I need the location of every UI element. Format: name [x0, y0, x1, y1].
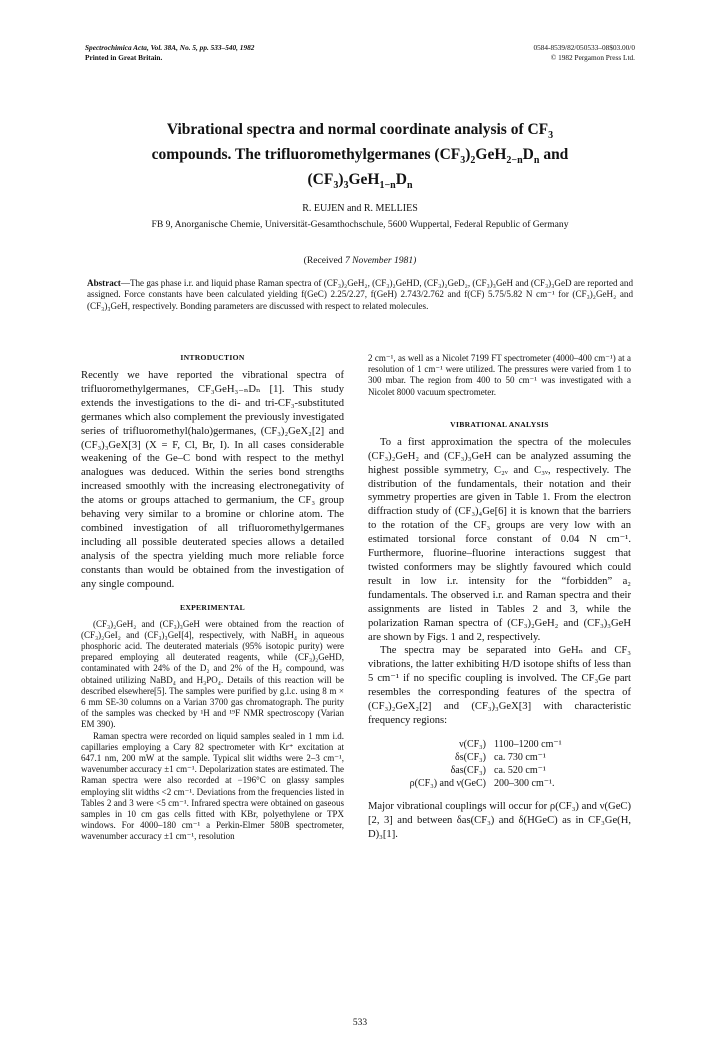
abstract-text: —The gas phase i.r. and liquid phase Raman spectra of (CF₃)₂GeH₂, (CF₃)₂GeHD, (CF₃)₂GeD₂, (CF₃)₃GeH and (CF₃)₃GeD are reported and assigned. Force constants have been calculated yielding f(GeC) 2.25/2.27, f(GeH) 2.743/2.762 and f(CF) 5.75/5.82 N cm⁻¹ for (CF₃)₂GeH₂ and (CF₃)₃GeH, respectively. Bonding parameters are discussed with respect to related molecules. [87, 278, 633, 311]
abstract [87, 278, 633, 312]
copyright-header [533, 43, 635, 62]
journal-citation: Vol. 38A, No. 5, pp. 533–540, 1982 [150, 43, 255, 52]
article-code: 0584-8539/82/050533–08$03.00/0 [533, 43, 635, 52]
printed-in: Printed in Great Britain. [85, 52, 163, 62]
experimental-paragraph-3: 2 cm⁻¹, as well as a Nicolet 7199 FT spectrometer (4000–400 cm⁻¹) at a resolution of 1 cm⁻¹ were utilized. The pressures were varied from 1 to 300 mbar. The region from 400 to 50 cm⁻¹ was investigated with a Nicolet 8000 vacuum spectrometer. [368, 353, 631, 397]
paper-title: Vibrational spectra and normal coordinate analysis of $CF_3$ compounds. The trifluoromethylgermanes $(CF_3)_2GeH_{2-n}D_n$ and $(CF_3)_3GeH_{1-n}D_n$ [151, 121, 569, 192]
page-number: 533 [352, 1018, 368, 1028]
experimental-paragraph-2: Raman spectra were recorded on liquid samples sealed in 1 mm i.d. capillaries employing a Cary 82 spectrometer with Kr⁺ excitation at 647.1 nm, 200 mW at the sample. Typical slit widths were 2–3 cm⁻¹, wavenumber accuracy ±1 cm⁻¹. Depolarization states are estimated. The Raman spectra were also recorded at −196°C on glassy samples employing slit widths <2 cm⁻¹. Deviations from the frequencies listed in Tables 2 and 3 were <5 cm⁻¹. Infrared spectra were obtained on gaseous samples in 10 cm gas cells fitted with KBr, polyethylene or TPX windows. For 4000–180 cm⁻¹ a Perkin-Elmer 580B spectrometer, wavenumber accuracy ±1 cm⁻¹, resolution [81, 730, 344, 842]
vibrational-paragraph-3: Major vibrational couplings will occur for ρ(CF₃) and ν(GeC)[2, 3] and between δas(CF₃) and δ(HGeC) as in CF₃Ge(H, D)₃[1]. [368, 800, 631, 840]
journal-name: Spectrochimica Acta, [85, 43, 149, 52]
frequency-row: δs(CF₃) ca. 730 cm⁻¹ [455, 751, 546, 763]
abstract-label: Abstract [87, 278, 121, 288]
frequency-regions [368, 738, 631, 790]
introduction-text: Recently we have reported the vibrational spectra of trifluoromethylgermanes, CF₃GeH₃₋ₙDₙ [1]. This study extends the investigations to the di- and tri-CF₃-substituted germanes which also complement the previously investigated series of trifluoromethyl(halo)germanes, (CF₃)₂GeX₂[2] and (CF₃)₃GeX[3] (X = F, Cl, Br, I). In all cases considerable weakening of the Ge–C bond with respect to the methyl analogues was deduced. Within the series bond strengths increased smoothly with the increasing electronegativity of the atoms or groups attached to germanium, the CF₃ group behaving very similar to a bromine or chlorine atom. The combined investigation of all trifluoromethylgermanes including all possible deuterated species allows a detailed analysis of the spectra yielding much more reliable force constants than would be obtained from the investigation of any single compound. [81, 370, 344, 590]
experimental-heading: EXPERIMENTAL [179, 602, 246, 612]
right-column [368, 353, 631, 842]
left-column [81, 353, 344, 843]
frequency-row: δas(CF₃) ca. 520 cm⁻¹ [450, 764, 546, 776]
vibrational-paragraph-2: The spectra may be separated into GeHₙ and CF₃ vibrations, the latter exhibiting H/D isotope shifts of less than 5 cm⁻¹ if no specific coupling is involved. The CF₃Ge part resembles the corresponding features of the spectra of (CF₃)₂GeX₂[2] and (CF₃)₃GeX[3] with characteristic frequency regions: [368, 645, 631, 726]
copyright-line: © 1982 Pergamon Press Ltd. [550, 52, 635, 62]
affiliation: FB 9, Anorganische Chemie, Universität-Gesamthochschule, 5600 Wuppertal, Federal Republic of Germany [151, 219, 569, 230]
introduction-heading: INTRODUCTION [180, 353, 245, 362]
frequency-row: ν(CF₃) 1100–1200 cm⁻¹ [459, 738, 562, 750]
received-date: (Received 7 November 1981) [303, 255, 417, 266]
frequency-row: ρ(CF₃) and ν(GeC) 200–300 cm⁻¹. [409, 777, 555, 789]
journal-header [85, 43, 254, 62]
vibrational-heading: VIBRATIONAL ANALYSIS [450, 419, 549, 429]
authors: R. EUJEN and R. MELLIES [302, 203, 418, 214]
vibrational-paragraph-1: To a first approximation the spectra of the molecules (CF₃)₂GeH₂ and (CF₃)₃GeH can be analyzed assuming the highest possible symmetry, C₂ᵥ and C₃ᵥ, respectively. The distribution of the fundamentals, their notation and their symmetry properties are given in Table 1. From the electron diffraction study of (CF₃)₄Ge[6] it is known that the barriers to the rotation of the CF₃ groups are very low with an estimated torsional force constant of 0.04 N cm⁻¹. Furthermore, fluorine–fluorine interactions suggest that twisted conformers may be slightly favoured which could result in low i.r. intensity for the “forbidden” a₂ fundamentals. The observed i.r. and Raman spectra and their assignments are listed in Tables 2 and 3, while the polarization Raman spectra of (CF₃)₂GeH₂ and (CF₃)₃GeH are shown by Figs. 1 and 2, respectively. [368, 436, 631, 643]
experimental-paragraph-1: (CF₃)₂GeH₂ and (CF₃)₃GeH were obtained from the reaction of (CF₃)₂GeI₂ and (CF₃)₃GeI[4], respectively, with NaBH₄ in aqueous phosphoric acid. The deuterated materials (95% isotopic purity) were prepared employing all deuterated reagents, while (CF₃)₂GeHD, contaminated with 24% of the D₂ and 2% of the H₂ compound, was obtained utilizing NaBD₄ and H₃PO₄. Details of this reaction will be described elsewhere[5]. The samples were purified by g.l.c. using 8 m × 6 mm SE-30 columns on a Varian 3700 gas chromatograph. The purity of the samples was checked by ¹H and ¹⁹F NMR spectroscopy (Varian EM 390). [81, 618, 344, 730]
